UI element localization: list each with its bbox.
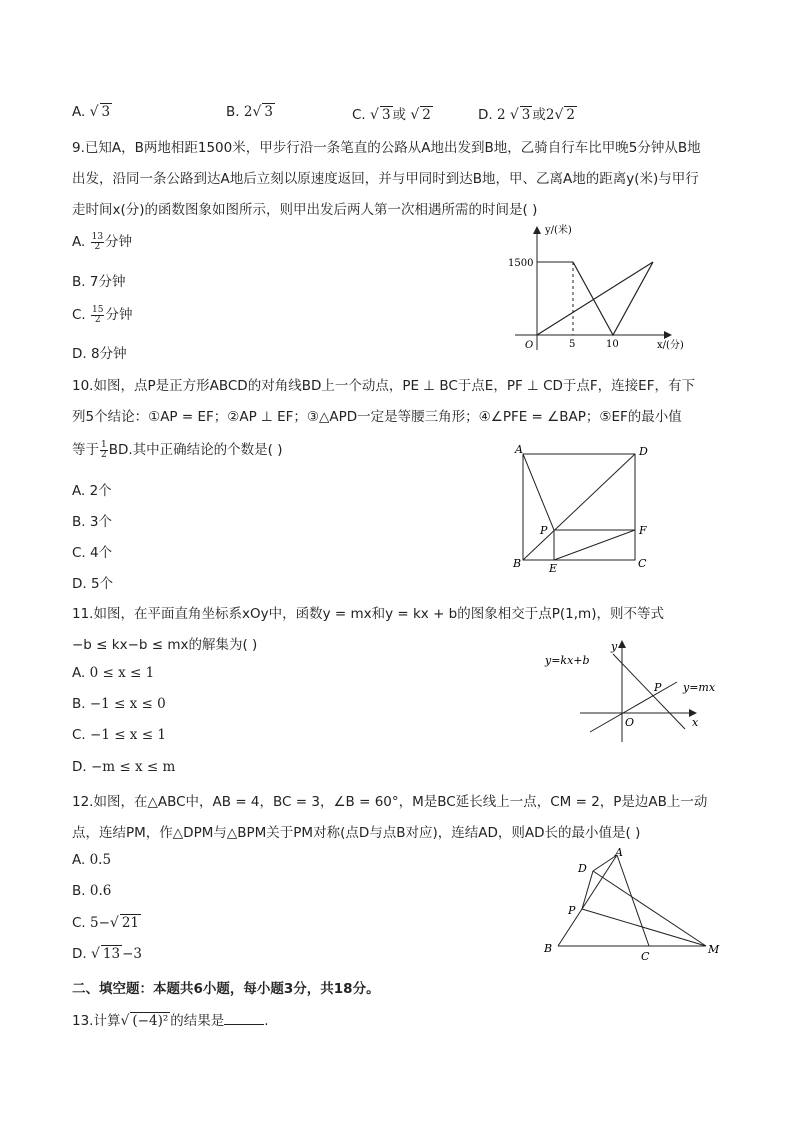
q8-option-c: C. √ 3 或 √ 2 [352,107,431,123]
q10-text-line3: 等于 $\frac{1}{2}$ BD.其中正确结论的个数是( ) [72,439,283,460]
q12-text-line2: 点，连结PM，作△DPM与△BPM关于PM对称(点D与点B对应)，连结AD，则AD长的最小值是( ) [72,825,641,841]
q10-label-f: F [639,524,647,537]
q10-label-c: C [638,557,647,570]
q12-label-a: A [615,846,623,859]
q10-segment-ef [554,530,635,560]
q11-text-line2: −b ≤ kx−b ≤ mx的解集为( ) [72,637,258,653]
q10-text-line1: 10.如图，点P是正方形ABCD的对角线BD上一个动点，PE ⊥ BC于点E，PF ⊥ CD于点F，连接EF，有下 [72,378,695,394]
q9-text-line3: 走时间x(分)的函数图象如图所示，则甲出发后两人第一次相遇所需的时间是( ) [72,202,538,218]
q11-option-d: D. −m ≤ x ≤ m [72,759,176,775]
q9-x-tick-5: 5 [569,339,576,350]
q9-distance-time-graph [505,220,705,355]
q11-option-b: B. −1 ≤ x ≤ 0 [72,696,166,712]
q9-jia-line [537,262,653,335]
q12-label-d: D [578,862,587,875]
q12-triangle-figure [538,845,728,965]
q12-segment-ac [617,855,649,946]
q11-label-kxb: y=kx+b [545,654,590,667]
q8-option-d: D. 2 √ 3 或2√ 2 [478,107,575,123]
q10-text-line2: 列5个结论：①AP = EF；②AP ⊥ EF；③△APD一定是等腰三角形；④∠PFE = ∠BAP；⑤EF的最小值 [72,409,682,425]
q10-option-a: A. 2个 [72,483,112,499]
q10-option-d: D. 5个 [72,576,114,592]
q9-yi-line [573,262,653,335]
q11-option-c: C. −1 ≤ x ≤ 1 [72,727,166,743]
q8-option-b: B. 2√ 3 [226,104,273,120]
q12-label-m: M [708,943,720,956]
q9-option-d: D. 8分钟 [72,346,127,362]
q9-text-line2: 出发，沿同一条公路到达A地后立刻以原速度返回，并与甲同时到达B地，甲、乙离A地的距离y(米)与甲行 [72,171,699,187]
q10-diagonal-bd [523,454,635,560]
q12-segment-ba [558,855,617,946]
q12-option-b: B. 0.6 [72,883,112,899]
q10-option-c: C. 4个 [72,545,113,561]
q9-y-label: y/(米) [545,225,572,236]
q12-segment-pm [582,909,706,946]
q11-label-mx: y=mx [683,681,716,694]
q9-origin-label: O [525,340,534,351]
q11-label-o: O [625,716,635,729]
q10-segment-ap [523,454,554,530]
q11-linear-graph [540,636,735,746]
q13-answer-blank[interactable] [224,1012,264,1025]
q9-option-b: B. 7分钟 [72,274,126,290]
q9-text-line1: 9.已知A，B两地相距1500米，甲步行沿一条笔直的公路从A地出发到B地，乙骑自行车比甲晚5分钟从B地 [72,140,701,156]
q10-label-p: P [540,524,548,537]
q9-x-label: x/(分) [657,340,684,351]
q10-square-figure [508,440,658,575]
q10-option-b: B. 3个 [72,514,112,530]
q10-label-b: B [513,557,522,570]
q9-option-c: C. $\frac{15}{2}$ 分钟 [72,304,133,325]
q12-segment-ad [593,855,617,871]
section-2-heading: 二、填空题：本题共6小题，每小题3分，共18分。 [72,981,380,997]
q11-label-x: x [692,716,699,729]
q12-option-c: C. 5−√ 21 [72,915,140,931]
q12-label-c: C [641,950,650,963]
q11-option-a: A. 0 ≤ x ≤ 1 [72,665,155,681]
q12-option-d: D. √ 13 −3 [72,946,142,962]
q8-option-a: A. √ 3 [72,104,111,120]
q12-label-b: B [544,942,553,955]
q11-text-line1: 11.如图，在平面直角坐标系xOy中，函数y = mx和y = kx + b的图象相交于点P(1,m)，则不等式 [72,606,664,622]
q11-label-y: y [611,640,618,653]
q10-label-d: D [639,445,648,458]
q13-text: 13.计算√ (−4)² 的结果是 . [72,1013,269,1029]
q9-option-a: A. $\frac{13}{2}$ 分钟 [72,231,133,252]
q9-y-tick-1500: 1500 [508,258,534,269]
q10-label-e: E [549,562,558,575]
q9-x-tick-10: 10 [606,339,619,350]
q12-option-a: A. 0.5 [72,852,112,868]
q12-label-p: P [568,904,576,917]
q12-segment-dm [593,871,706,946]
q12-segment-pd [582,871,593,909]
q12-text-line1: 12.如图，在△ABC中，AB = 4，BC = 3，∠B = 60°，M是BC延长线上一点，CM = 2，P是边AB上一动 [72,794,708,810]
q11-label-p: P [654,681,662,694]
q10-label-a: A [515,443,523,456]
q11-line-kxb [613,654,685,729]
